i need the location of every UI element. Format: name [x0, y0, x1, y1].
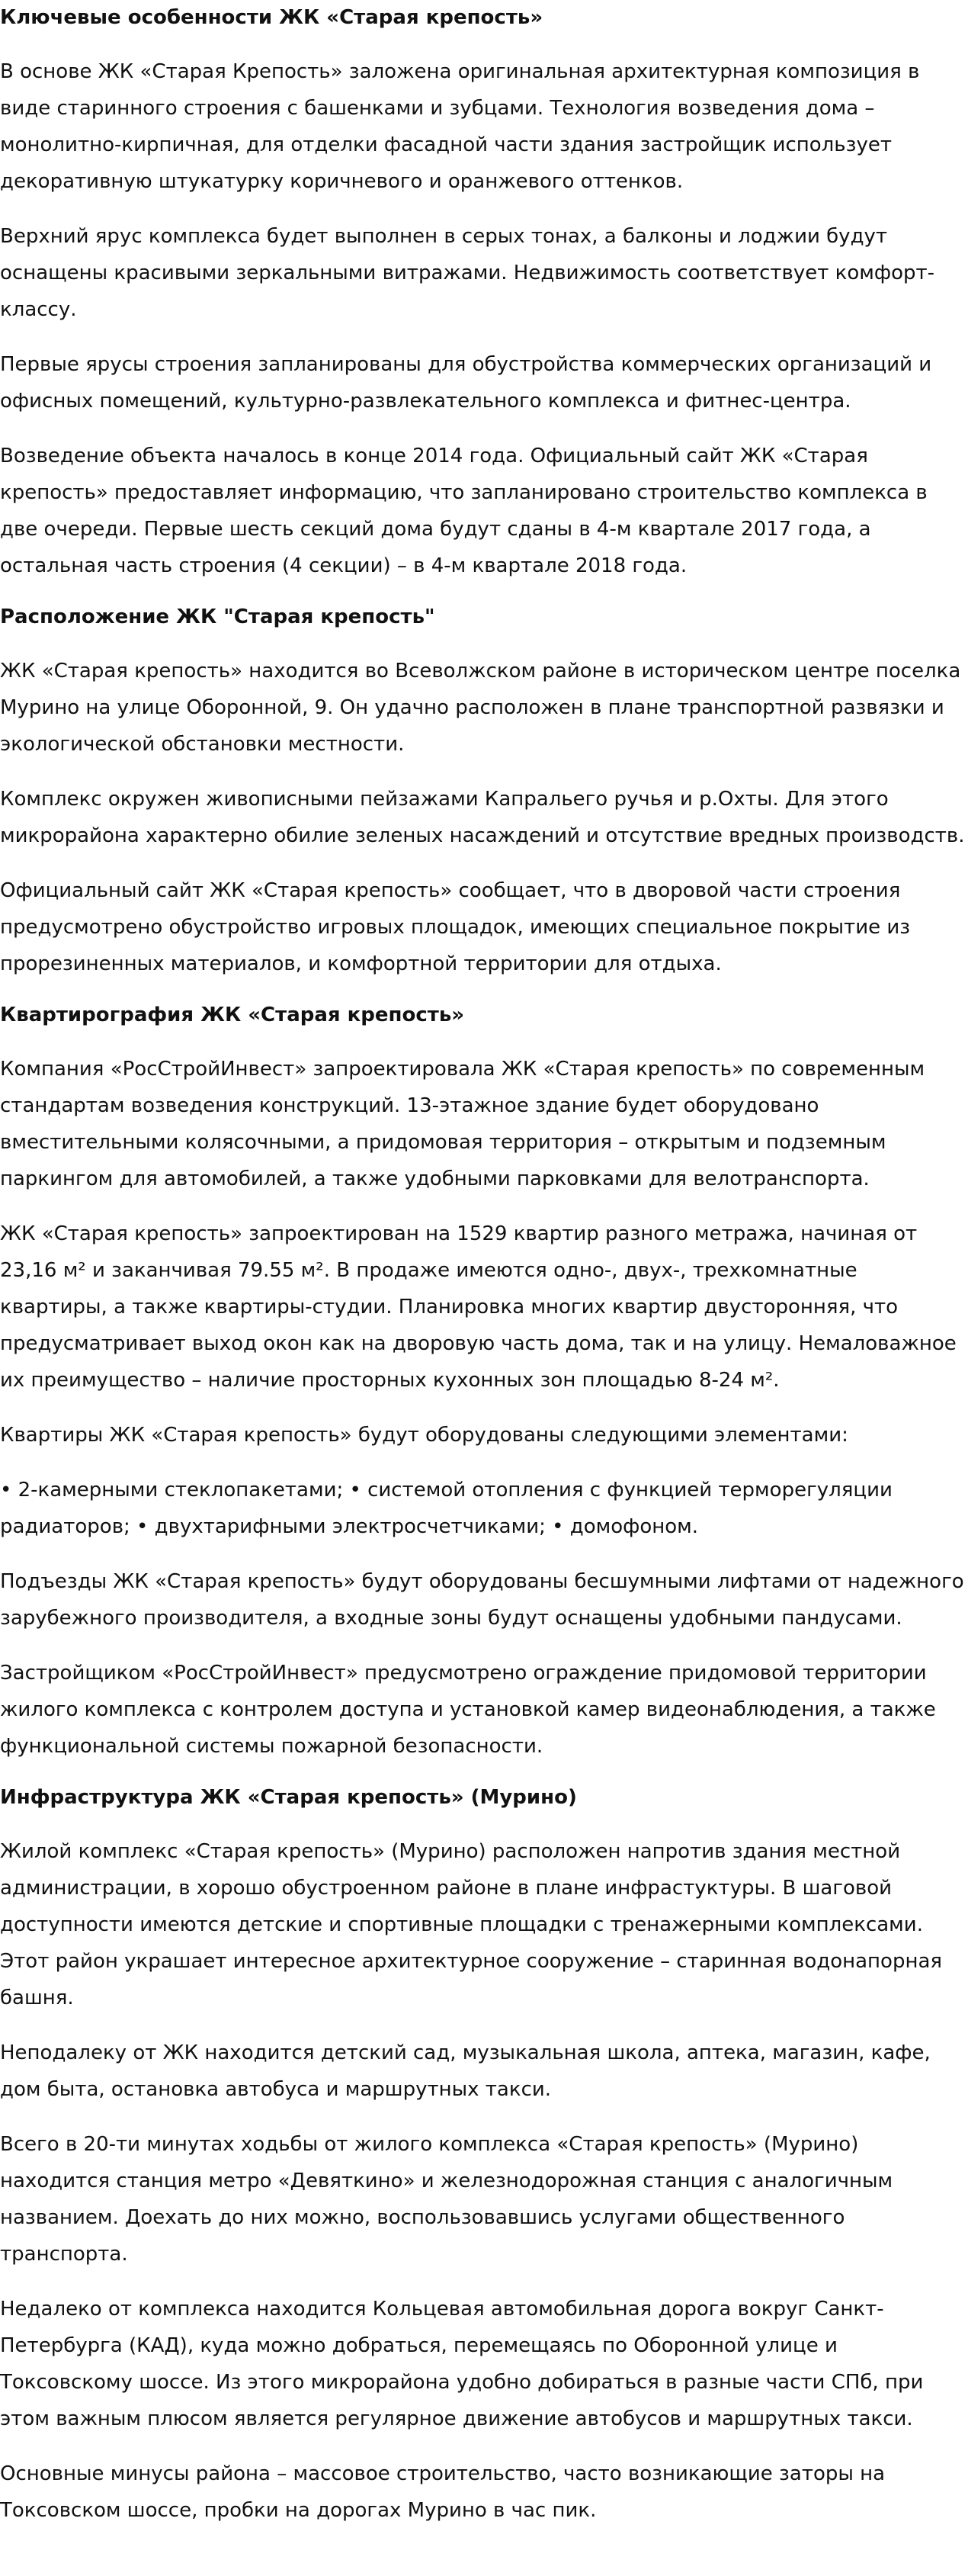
paragraph: ЖК «Старая крепость» находится во Всеволжском районе в историческом центре поселка Мурино на улице Оборонной, 9. Он удачно расположен в плане транспортной развязки и экологической обстановки местности. — [0, 660, 961, 756]
paragraph: Подъезды ЖК «Старая крепость» будут оборудованы бесшумными лифтами от надежного зарубежного производителя, а входные зоны будут оснащены удобными пандусами. — [0, 1570, 964, 1630]
section-features — [0, 3, 968, 584]
section-infrastructure — [0, 1783, 968, 2529]
section-apartments — [0, 1001, 968, 1765]
paragraph: Недалеко от комплекса находится Кольцевая автомобильная дорога вокруг Санкт-Петербурга (КАД), куда можно добраться, перемещаясь по Оборонной улице и Токсовскому шоссе. Из этого микрорайона удобно добираться в разные части СПб, при этом важным плюсом является регулярное движение автобусов и маршрутных такси. — [0, 2298, 924, 2430]
paragraph: Неподалеку от ЖК находится детский сад, музыкальная школа, аптека, магазин, кафе, дом быта, остановка автобуса и маршрутных такси. — [0, 2041, 931, 2101]
paragraph: Компания «РосСтройИнвест» запроектировала ЖК «Старая крепость» по современным стандартам возведения конструкций. 13-этажное здание будет оборудовано вместительными колясочными, а придомовая территория – открытым и подземным паркингом для автомобилей, а также удобными парковками для велотранспорта. — [0, 1058, 925, 1190]
paragraph: Первые ярусы строения запланированы для обустройства коммерческих организаций и офисных помещений, культурно-развлекательного комплекса и фитнес-центра. — [0, 353, 932, 413]
paragraph: Жилой комплекс «Старая крепость» (Мурино) расположен напротив здания местной администрации, в хорошо обустроенном районе в плане инфрастуктуры. В шаговой доступности имеются детские и спортивные площадки с тренажерными комплексами. Этот район украшает интересное архитектурное сооружение – старинная водонапорная башня. — [0, 1840, 943, 2009]
paragraph: Всего в 20-ти минутах ходьбы от жилого комплекса «Старая крепость» (Мурино) находится станция метро «Девяткино» и железнодорожная станция с аналогичным названием. Доехать до них можно, воспользовавшись услугами общественного транспорта. — [0, 2133, 893, 2266]
paragraph: Комплекс окружен живописными пейзажами Капральего ручья и р.Охты. Для этого микрорайона характерно обилие зеленых насаждений и отсутствие вредных производств. — [0, 788, 965, 847]
paragraph: Возведение объекта началось в конце 2014 года. Официальный сайт ЖК «Старая крепость» предоставляет информацию, что запланировано строительство комплекса в две очереди. Первые шесть секций дома будут сданы в 4-м квартале 2017 года, а остальная часть строения (4 секции) – в 4-м квартале 2018 года. — [0, 445, 928, 577]
section-location — [0, 602, 968, 982]
paragraph: ЖК «Старая крепость» запроектирован на 1529 квартир разного метража, начиная от 23,16 м² и заканчивая 79.55 м². В продаже имеются одно-, двух-, трехкомнатные квартиры, а также квартиры-студии. Планировка многих квартир двусторонняя, что предусматривает выход окон как на дворовую часть дома, так и на улицу. Немаловажное их преимущество – наличие просторных кухонных зон площадью 8-24 м². — [0, 1222, 957, 1392]
section-heading: Квартирография ЖК «Старая крепость» — [0, 1004, 465, 1026]
section-heading: Инфраструктура ЖК «Старая крепость» (Мурино) — [0, 1786, 577, 1809]
paragraph: Основные минусы района – массовое строительство, часто возникающие заторы на Токсовском шоссе, пробки на дорогах Мурино в час пик. — [0, 2462, 886, 2522]
paragraph: Официальный сайт ЖК «Старая крепость» сообщает, что в дворовой части строения предусмотрено обустройство игровых площадок, имеющих специальное покрытие из прорезиненных материалов, и комфортной территории для отдыха. — [0, 879, 911, 975]
section-heading: Расположение ЖК "Старая крепость" — [0, 605, 435, 628]
paragraph: • 2-камерными стеклопакетами; • системой отопления с функцией терморегуляции радиаторов; • двухтарифными электросчетчиками; • домофоном. — [0, 1479, 893, 1538]
paragraph: Верхний ярус комплекса будет выполнен в серых тонах, а балконы и лоджии будут оснащены красивыми зеркальными витражами. Недвижимость соответствует комфорт-классу. — [0, 225, 935, 321]
paragraph: В основе ЖК «Старая Крепость» заложена оригинальная архитектурная композиция в виде старинного строения с башенками и зубцами. Технология возведения дома – монолитно-кирпичная, для отделки фасадной части здания застройщик использует декоративную штукатурку коричневого и оранжевого оттенков. — [0, 60, 920, 193]
paragraph: Застройщиком «РосСтройИнвест» предусмотрено ограждение придомовой территории жилого комплекса с контролем доступа и установкой камер видеонаблюдения, а также функциональной системы пожарной безопасности. — [0, 1662, 936, 1758]
paragraph: Квартиры ЖК «Старая крепость» будут оборудованы следующими элементами: — [0, 1424, 848, 1447]
section-heading: Ключевые особенности ЖК «Старая крепость» — [0, 6, 543, 29]
